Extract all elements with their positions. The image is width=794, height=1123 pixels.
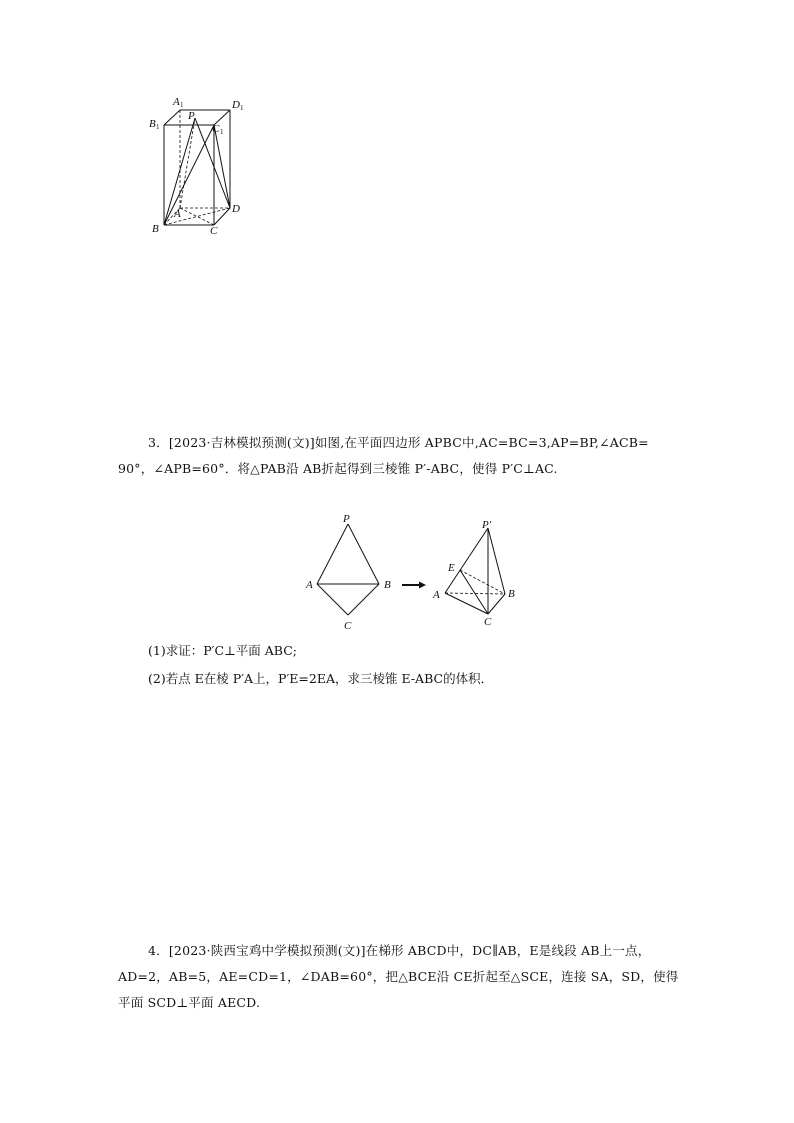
problem-3-text xyxy=(118,430,678,482)
label-d: D xyxy=(232,203,240,215)
right-label-c: C xyxy=(484,616,492,628)
fold-figure xyxy=(300,512,530,637)
left-label-c: C xyxy=(344,620,352,632)
problem-3-line-2: 90°，∠APB=60°．将△PAB沿 AB折起得到三棱锥 P′-ABC，使得 P′C⊥AC. xyxy=(118,461,558,476)
right-label-p: P′ xyxy=(482,519,492,531)
label-a1-sub: 1 xyxy=(180,101,184,109)
label-b: B xyxy=(152,223,159,235)
label-b1-sub: 1 xyxy=(156,123,160,131)
left-label-b: B xyxy=(384,579,391,591)
problem-3-line-1: 3．[2023·吉林模拟预测(文)]如图,在平面四边形 APBC中,AC=BC=3,AP=BP,∠ACB= xyxy=(148,435,649,450)
problem-3-question-1: (1)求证：P′C⊥平面 ABC; xyxy=(148,643,297,658)
right-label-b: B xyxy=(508,588,515,600)
problem-4-line-3: 平面 SCD⊥平面 AECD. xyxy=(118,995,261,1010)
right-label-a: A xyxy=(433,589,440,601)
fold-diagram xyxy=(300,512,530,637)
problem-4-line-2: AD=2，AB=5，AE=CD=1，∠DAB=60°，把△BCE沿 CE折起至△SCE，连接 SA，SD，使得 xyxy=(118,969,679,984)
right-label-e: E xyxy=(448,562,455,574)
left-label-p: P xyxy=(343,513,350,525)
label-a1: A xyxy=(173,96,180,108)
left-label-a: A xyxy=(306,579,313,591)
label-a: A xyxy=(174,208,181,220)
label-d1-sub: 1 xyxy=(240,104,244,112)
label-c: C xyxy=(210,225,218,237)
label-d1: D xyxy=(232,99,240,111)
label-c1-sub: 1 xyxy=(220,128,224,136)
prism-diagram xyxy=(140,90,260,240)
problem-3-question-2: (2)若点 E在棱 P′A上，P′E=2EA，求三棱锥 E-ABC的体积． xyxy=(148,671,494,686)
prism-figure xyxy=(140,90,260,240)
label-c1: C xyxy=(212,123,220,135)
label-p: P xyxy=(188,110,195,122)
label-b1: B xyxy=(149,118,156,130)
problem-4-text xyxy=(118,938,678,1016)
arrow-head-icon xyxy=(419,582,426,589)
problem-4-line-1: 4．[2023·陕西宝鸡中学模拟预测(文)]在梯形 ABCD中，DC∥AB，E是线段 AB上一点， xyxy=(148,943,651,958)
